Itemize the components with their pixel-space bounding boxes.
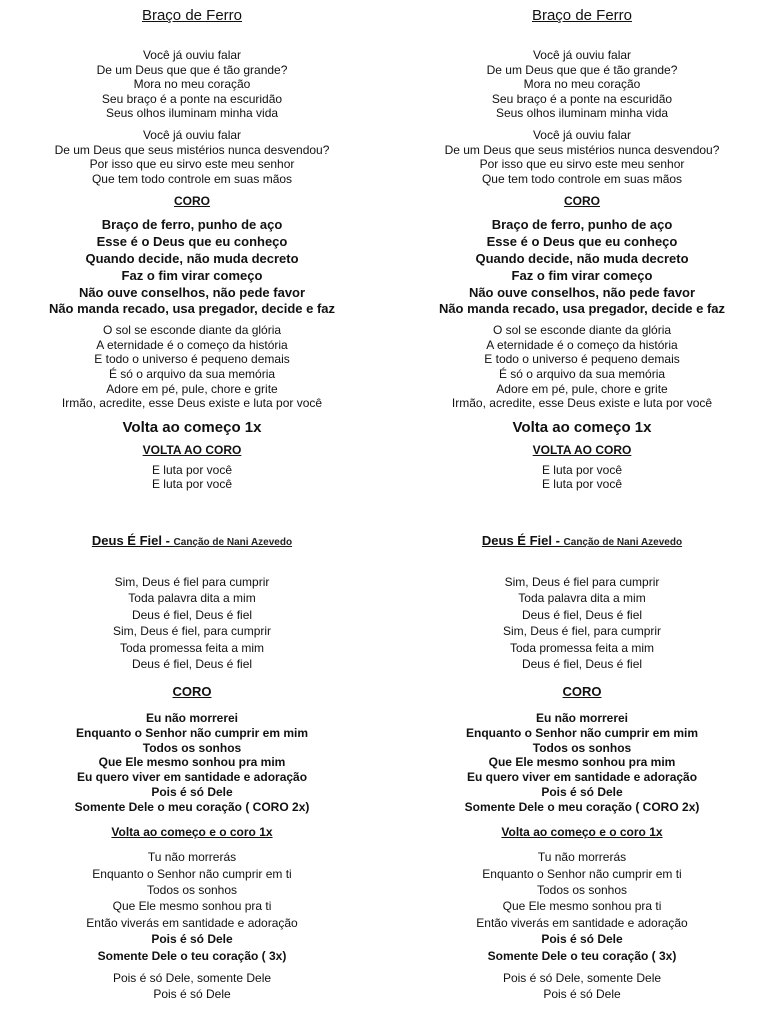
lyric-line: Mora no meu coração xyxy=(133,77,251,92)
verse-bold-lines xyxy=(0,931,384,964)
lyric-line: Sim, Deus é fiel para cumprir xyxy=(114,574,270,589)
lyric-line: Esse é o Deus que eu conheço xyxy=(96,234,288,250)
lyric-line: Enquanto o Senhor não cumprir em mim xyxy=(75,726,309,741)
lyric-line: O sol se esconde diante da glória xyxy=(102,323,282,338)
verse-block xyxy=(390,574,768,672)
lyric-line: Quando decide, não muda decreto xyxy=(85,250,299,266)
verse-block xyxy=(390,128,768,186)
lyric-line: Todos os sonhos xyxy=(146,883,238,898)
lyric-line: Somente Dele o teu coração ( 3x) xyxy=(487,948,677,963)
lyric-line: Pois é só Dele xyxy=(153,987,231,1002)
lyric-line: Enquanto o Senhor não cumprir em mim xyxy=(465,726,699,741)
lyric-line: Que Ele mesmo sonhou pra ti xyxy=(112,899,272,914)
lyric-line: Mora no meu coração xyxy=(523,77,641,92)
lyric-line: Então viverás em santidade e adoração xyxy=(86,915,298,930)
chorus-block xyxy=(0,217,384,318)
song-title: Braço de Ferro xyxy=(531,7,633,24)
verse-block xyxy=(390,970,768,1003)
lyric-line: Toda palavra dita a mim xyxy=(128,591,256,606)
song-author: Canção de Nani Azevedo xyxy=(173,536,293,548)
lyric-line: Seus olhos iluminam minha vida xyxy=(105,106,279,121)
verse-block xyxy=(390,849,768,964)
lyric-line: Pois é só Dele, somente Dele xyxy=(112,971,272,986)
back-to-chorus-label: VOLTA AO CORO xyxy=(532,442,632,457)
verse-block xyxy=(0,574,384,672)
chorus-label: CORO xyxy=(564,194,600,209)
lyric-line: Toda promessa feita a mim xyxy=(509,640,655,655)
lyric-line: Pois é só Dele xyxy=(543,987,621,1002)
lyric-line: Que tem todo controle em suas mãos xyxy=(91,171,293,186)
lyric-line: Deus é fiel, Deus é fiel xyxy=(131,656,253,671)
lyric-line: Pois é só Dele, somente Dele xyxy=(502,971,662,986)
song-title-text: Deus É Fiel - xyxy=(91,532,174,548)
lyric-line: De um Deus que seus mistérios nunca desvendou? xyxy=(54,142,330,157)
lyric-line: Pois é só Dele xyxy=(541,932,623,947)
lyric-line: Eu quero viver em santidade e adoração xyxy=(466,770,698,785)
lyrics-column-right xyxy=(390,0,768,1024)
lyric-line: De um Deus que que é tão grande? xyxy=(96,62,288,77)
lyric-line: Enquanto o Senhor não cumprir em ti xyxy=(482,866,682,881)
lyric-line: Por isso que eu sirvo este meu senhor xyxy=(479,157,685,172)
lyric-line: Sim, Deus é fiel, para cumprir xyxy=(112,624,272,639)
verse-block xyxy=(0,970,384,1003)
lyric-line: Seu braço é a ponte na escuridão xyxy=(491,91,673,106)
verse-block xyxy=(390,48,768,121)
lyric-line: Seu braço é a ponte na escuridão xyxy=(101,91,283,106)
lyric-line: Que tem todo controle em suas mãos xyxy=(481,171,683,186)
repeat-instruction: Volta ao começo 1x xyxy=(512,418,652,436)
repeat-instruction: Volta ao começo 1x xyxy=(122,418,262,436)
lyric-line: E todo o universo é pequeno demais xyxy=(484,352,680,367)
song-title-text: Deus É Fiel - xyxy=(481,532,564,548)
lyric-line: Você já ouviu falar xyxy=(142,48,242,62)
verse-block xyxy=(390,323,768,411)
lyric-line: É só o arquivo da sua memória xyxy=(108,366,276,381)
chorus-label: CORO xyxy=(562,684,602,700)
lyric-line: E luta por você xyxy=(541,477,623,492)
lyric-line: Somente Dele o meu coração ( CORO 2x) xyxy=(464,799,700,814)
lyric-line: Todos os sonhos xyxy=(142,740,242,755)
lyric-line: E luta por você xyxy=(541,462,623,477)
lyric-line: De um Deus que seus mistérios nunca desvendou? xyxy=(444,142,720,157)
lyric-line: Faz o fim virar começo xyxy=(511,267,653,283)
lyric-line: Todos os sonhos xyxy=(536,883,628,898)
ending-block xyxy=(390,463,768,492)
lyric-line: Não ouve conselhos, não pede favor xyxy=(468,284,696,300)
lyric-line: A eternidade é o começo da história xyxy=(486,337,678,352)
lyric-line: Que Ele mesmo sonhou pra mim xyxy=(488,755,676,770)
chorus-label: CORO xyxy=(174,194,210,209)
lyric-line: Não manda recado, usa pregador, decide e faz xyxy=(48,301,336,317)
lyric-line: Então viverás em santidade e adoração xyxy=(476,915,688,930)
back-to-chorus-label: VOLTA AO CORO xyxy=(142,442,242,457)
lyric-line: Tu não morrerás xyxy=(537,850,627,865)
lyric-line: O sol se esconde diante da glória xyxy=(492,323,672,338)
lyric-line: Seus olhos iluminam minha vida xyxy=(495,106,669,121)
lyric-line: Irmão, acredite, esse Deus existe e luta por você xyxy=(61,396,323,411)
lyric-line: Deus é fiel, Deus é fiel xyxy=(131,607,253,622)
lyric-line: Irmão, acredite, esse Deus existe e luta por você xyxy=(451,396,713,411)
chorus-label: CORO xyxy=(172,684,212,700)
lyric-line: Adore em pé, pule, chore e grite xyxy=(106,381,278,396)
song-title: Braço de Ferro xyxy=(141,7,243,24)
lyric-line: Toda palavra dita a mim xyxy=(518,591,646,606)
lyric-line: Você já ouviu falar xyxy=(532,127,632,142)
verse-block xyxy=(0,849,384,964)
lyric-line: Somente Dele o meu coração ( CORO 2x) xyxy=(74,799,310,814)
lyric-line: Deus é fiel, Deus é fiel xyxy=(521,607,643,622)
lyric-line: Por isso que eu sirvo este meu senhor xyxy=(89,157,295,172)
lyric-line: Você já ouviu falar xyxy=(532,48,632,62)
lyric-line: Todos os sonhos xyxy=(532,740,632,755)
lyric-line: Esse é o Deus que eu conheço xyxy=(486,234,678,250)
lyric-line: Quando decide, não muda decreto xyxy=(475,250,689,266)
lyric-line: Eu não morrerei xyxy=(535,711,629,726)
lyric-line: Eu não morrerei xyxy=(145,711,239,726)
lyric-line: Não ouve conselhos, não pede favor xyxy=(78,284,306,300)
lyric-line: Pois é só Dele xyxy=(151,932,233,947)
lyric-line: Braço de ferro, punho de aço xyxy=(491,217,673,233)
lyric-line: Você já ouviu falar xyxy=(142,127,242,142)
chorus-block xyxy=(390,217,768,318)
verse-block xyxy=(0,48,384,121)
lyric-line: Toda promessa feita a mim xyxy=(119,640,265,655)
lyric-line: Que Ele mesmo sonhou pra ti xyxy=(502,899,662,914)
verse-lines xyxy=(0,849,384,931)
lyric-line: E todo o universo é pequeno demais xyxy=(94,352,290,367)
repeat-instruction: Volta ao começo e o coro 1x xyxy=(111,825,273,840)
lyric-line: Somente Dele o teu coração ( 3x) xyxy=(97,948,287,963)
lyric-line: É só o arquivo da sua memória xyxy=(498,366,666,381)
lyric-line: Enquanto o Senhor não cumprir em ti xyxy=(92,866,292,881)
lyric-line: Sim, Deus é fiel, para cumprir xyxy=(502,624,662,639)
lyric-line: Tu não morrerás xyxy=(147,850,237,865)
lyric-line: Sim, Deus é fiel para cumprir xyxy=(504,574,660,589)
verse-block xyxy=(0,128,384,186)
lyric-line: Adore em pé, pule, chore e grite xyxy=(496,381,668,396)
lyric-line: Pois é só Dele xyxy=(151,784,233,799)
verse-lines xyxy=(390,849,768,931)
lyric-line: A eternidade é o começo da história xyxy=(96,337,288,352)
song-title xyxy=(390,532,768,552)
song-author: Canção de Nani Azevedo xyxy=(563,536,683,548)
chorus-block xyxy=(390,711,768,814)
lyric-line: Pois é só Dele xyxy=(541,784,623,799)
lyric-line: Deus é fiel, Deus é fiel xyxy=(521,656,643,671)
lyric-line: Que Ele mesmo sonhou pra mim xyxy=(98,755,286,770)
verse-block xyxy=(0,323,384,411)
lyric-line: Faz o fim virar começo xyxy=(121,267,263,283)
chorus-block xyxy=(0,711,384,814)
song-title xyxy=(0,532,384,552)
lyric-line: Não manda recado, usa pregador, decide e faz xyxy=(438,301,726,317)
lyric-line: Braço de ferro, punho de aço xyxy=(101,217,283,233)
repeat-instruction: Volta ao começo e o coro 1x xyxy=(501,825,663,840)
ending-block xyxy=(0,463,384,492)
verse-bold-lines xyxy=(390,931,768,964)
lyric-line: De um Deus que que é tão grande? xyxy=(486,62,678,77)
lyric-line: E luta por você xyxy=(151,462,233,477)
lyric-line: Eu quero viver em santidade e adoração xyxy=(76,770,308,785)
lyric-line: E luta por você xyxy=(151,477,233,492)
